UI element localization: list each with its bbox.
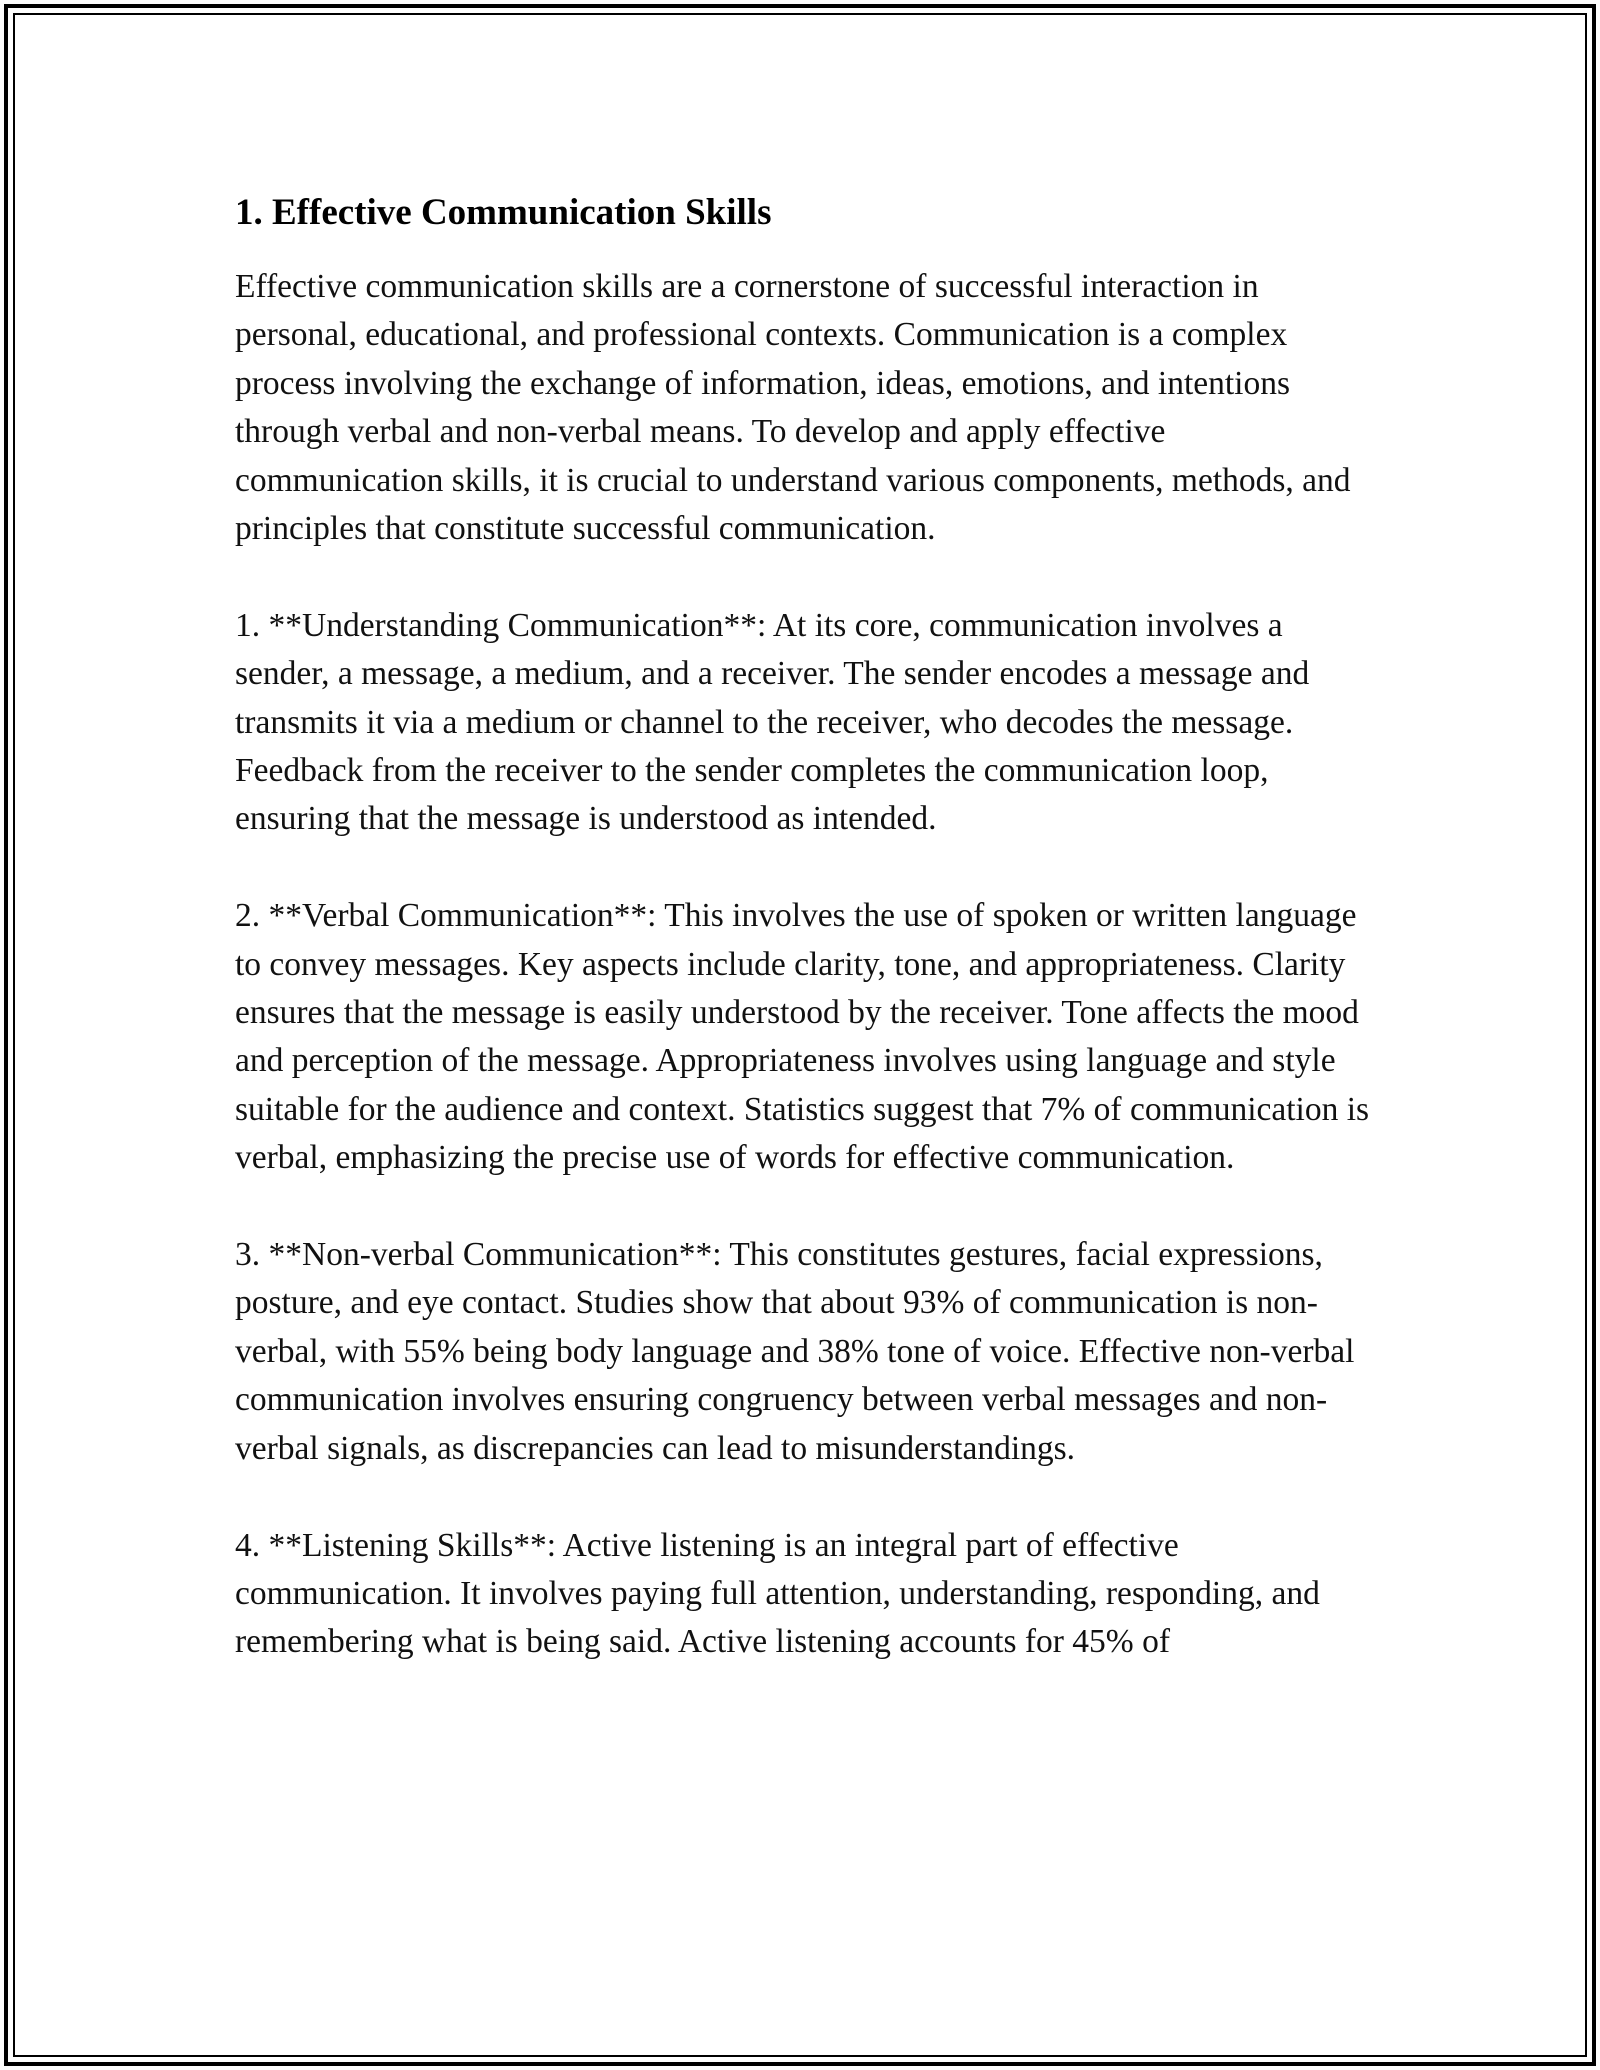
intro-paragraph: Effective communication skills are a cornerstone of successful interaction in personal, educational, and professional contexts. Communication is a complex process involving the exchange of information, ideas, emotions, and intentions through verbal and non-verbal means. To develop and apply effective communication skills, it is crucial to understand various components, methods, and principles that constitute successful communication. bbox=[235, 268, 1351, 548]
document-body bbox=[235, 185, 1370, 1715]
paragraph-understanding-communication: 1. **Understanding Communication**: At its core, communication involves a sender, a message, a medium, and a receiver. The sender encodes a message and transmits it via a medium or channel to the receiver, who decodes the message. Feedback from the receiver to the sender completes the communication loop, ensuring that the message is understood as intended. bbox=[235, 606, 1310, 838]
paragraph-non-verbal-communication: 3. **Non-verbal Communication**: This constitutes gestures, facial expressions, posture, and eye contact. Studies show that about 93% of communication is non-verbal, with 55% being body language and 38% tone of voice. Effective non-verbal communication involves ensuring congruency between verbal messages and non-verbal signals, as discrepancies can lead to misunderstandings. bbox=[235, 1236, 1355, 1467]
paragraph-listening-skills: 4. **Listening Skills**: Active listening is an integral part of effective communication. It involves paying full attention, understanding, responding, and remembering what is being said. Active listening accounts for 45% of bbox=[235, 1526, 1320, 1661]
paragraph-verbal-communication: 2. **Verbal Communication**: This involves the use of spoken or written language to convey messages. Key aspects include clarity, tone, and appropriateness. Clarity ensures that the message is easily understood by the receiver. Tone affects the mood and perception of the message. Appropriateness involves using language and style suitable for the audience and context. Statistics suggest that 7% of communication is verbal, emphasizing the precise use of words for effective communication. bbox=[235, 897, 1370, 1177]
section-heading: 1. Effective Communication Skills bbox=[235, 192, 772, 233]
